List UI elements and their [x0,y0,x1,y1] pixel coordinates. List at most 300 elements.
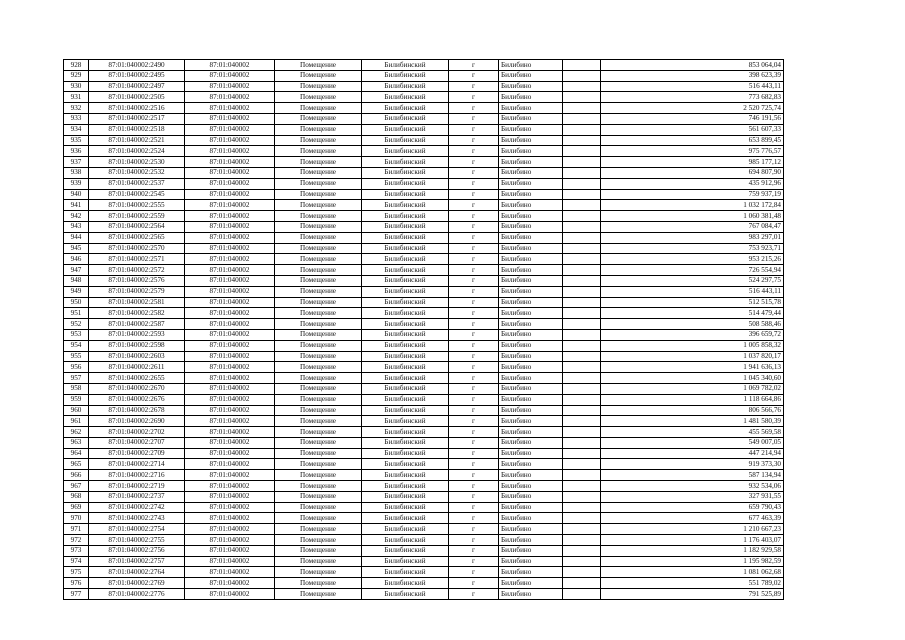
district: Билибинский [362,535,449,546]
table-row [64,286,784,297]
object-type: Помещение [275,470,362,481]
object-type: Помещение [275,178,362,189]
cadastral-quarter: 87:01:040002 [185,470,275,481]
object-type: Помещение [275,92,362,103]
cadastral-number: 87:01:040002:2555 [89,200,185,211]
empty-cell [563,383,601,394]
empty-cell [563,373,601,384]
table-row [64,200,784,211]
table-row [64,189,784,200]
cadastral-number: 87:01:040002:2716 [89,470,185,481]
empty-cell [563,92,601,103]
row-number: 931 [64,92,89,103]
cadastral-quarter: 87:01:040002 [185,265,275,276]
cadastral-quarter: 87:01:040002 [185,513,275,524]
row-number: 953 [64,329,89,340]
row-number: 965 [64,459,89,470]
cadastral-quarter: 87:01:040002 [185,524,275,535]
empty-cell [563,81,601,92]
district: Билибинский [362,254,449,265]
cadastral-number: 87:01:040002:2737 [89,491,185,502]
settlement-name: Билибино [499,157,563,168]
object-type: Помещение [275,124,362,135]
row-number: 937 [64,157,89,168]
cadastral-number: 87:01:040002:2579 [89,286,185,297]
object-type: Помещение [275,157,362,168]
cadastral-value: 455 569,58 [601,427,784,438]
district: Билибинский [362,383,449,394]
object-type: Помещение [275,232,362,243]
cadastral-value: 1 032 172,84 [601,200,784,211]
cadastral-value: 806 566,76 [601,405,784,416]
settlement-name: Билибино [499,470,563,481]
cadastral-value: 1 210 667,23 [601,524,784,535]
cadastral-quarter: 87:01:040002 [185,448,275,459]
object-type: Помещение [275,524,362,535]
cadastral-number: 87:01:040002:2714 [89,459,185,470]
cadastral-number: 87:01:040002:2518 [89,124,185,135]
cadastral-number: 87:01:040002:2593 [89,329,185,340]
table-row [64,70,784,81]
cadastral-quarter: 87:01:040002 [185,383,275,394]
cadastral-value: 853 064,04 [601,60,784,71]
district: Билибинский [362,124,449,135]
empty-cell [563,405,601,416]
settlement-type: г [449,427,499,438]
settlement-type: г [449,60,499,71]
object-type: Помещение [275,448,362,459]
district: Билибинский [362,416,449,427]
cadastral-quarter: 87:01:040002 [185,578,275,589]
settlement-name: Билибино [499,113,563,124]
table-row [64,351,784,362]
cadastral-quarter: 87:01:040002 [185,81,275,92]
object-type: Помещение [275,427,362,438]
cadastral-number: 87:01:040002:2709 [89,448,185,459]
district: Билибинский [362,502,449,513]
row-number: 929 [64,70,89,81]
empty-cell [563,340,601,351]
cadastral-value: 524 297,75 [601,275,784,286]
settlement-type: г [449,232,499,243]
empty-cell [563,254,601,265]
settlement-type: г [449,103,499,114]
settlement-name: Билибино [499,513,563,524]
settlement-name: Билибино [499,81,563,92]
table-row [64,60,784,71]
settlement-name: Билибино [499,427,563,438]
object-type: Помещение [275,319,362,330]
district: Билибинский [362,286,449,297]
settlement-name: Билибино [499,297,563,308]
cadastral-quarter: 87:01:040002 [185,545,275,556]
cadastral-number: 87:01:040002:2497 [89,81,185,92]
cadastral-number: 87:01:040002:2676 [89,394,185,405]
settlement-type: г [449,319,499,330]
empty-cell [563,545,601,556]
cadastral-number: 87:01:040002:2690 [89,416,185,427]
cadastral-quarter: 87:01:040002 [185,567,275,578]
settlement-type: г [449,448,499,459]
settlement-name: Билибино [499,60,563,71]
settlement-name: Билибино [499,437,563,448]
cadastral-quarter: 87:01:040002 [185,427,275,438]
table-row [64,589,784,600]
settlement-type: г [449,124,499,135]
cadastral-value: 435 912,96 [601,178,784,189]
settlement-type: г [449,502,499,513]
cadastral-number: 87:01:040002:2755 [89,535,185,546]
settlement-name: Билибино [499,340,563,351]
row-number: 962 [64,427,89,438]
cadastral-quarter: 87:01:040002 [185,254,275,265]
cadastral-quarter: 87:01:040002 [185,308,275,319]
empty-cell [563,589,601,600]
object-type: Помещение [275,329,362,340]
settlement-name: Билибино [499,567,563,578]
cadastral-value: 396 659,72 [601,329,784,340]
object-type: Помещение [275,146,362,157]
settlement-name: Билибино [499,329,563,340]
cadastral-quarter: 87:01:040002 [185,297,275,308]
object-type: Помещение [275,567,362,578]
table-row [64,427,784,438]
district: Билибинский [362,308,449,319]
settlement-name: Билибино [499,351,563,362]
cadastral-value: 932 534,06 [601,481,784,492]
table-row [64,297,784,308]
district: Билибинский [362,448,449,459]
table-row [64,92,784,103]
settlement-type: г [449,286,499,297]
settlement-type: г [449,578,499,589]
settlement-name: Билибино [499,308,563,319]
table-row [64,535,784,546]
table-row [64,383,784,394]
cadastral-value: 587 134,94 [601,470,784,481]
cadastral-quarter: 87:01:040002 [185,340,275,351]
settlement-name: Билибино [499,70,563,81]
cadastral-quarter: 87:01:040002 [185,178,275,189]
row-number: 939 [64,178,89,189]
table-row [64,448,784,459]
row-number: 936 [64,146,89,157]
row-number: 928 [64,60,89,71]
object-type: Помещение [275,394,362,405]
settlement-type: г [449,81,499,92]
settlement-name: Билибино [499,373,563,384]
cadastral-number: 87:01:040002:2655 [89,373,185,384]
cadastral-value: 2 520 725,74 [601,103,784,114]
district: Билибинский [362,351,449,362]
settlement-type: г [449,243,499,254]
settlement-name: Билибино [499,146,563,157]
object-type: Помещение [275,437,362,448]
table-row [64,254,784,265]
settlement-name: Билибино [499,221,563,232]
settlement-name: Билибино [499,103,563,114]
table-row [64,373,784,384]
settlement-name: Билибино [499,178,563,189]
row-number: 951 [64,308,89,319]
settlement-name: Билибино [499,167,563,178]
object-type: Помещение [275,481,362,492]
table-row [64,211,784,222]
row-number: 957 [64,373,89,384]
empty-cell [563,275,601,286]
settlement-type: г [449,481,499,492]
cadastral-value: 1 037 820,17 [601,351,784,362]
cadastral-number: 87:01:040002:2565 [89,232,185,243]
object-type: Помещение [275,545,362,556]
cadastral-value: 1 182 929,58 [601,545,784,556]
cadastral-value: 561 607,33 [601,124,784,135]
empty-cell [563,157,601,168]
district: Билибинский [362,103,449,114]
settlement-type: г [449,146,499,157]
cadastral-quarter: 87:01:040002 [185,60,275,71]
empty-cell [563,70,601,81]
row-number: 941 [64,200,89,211]
settlement-name: Билибино [499,211,563,222]
district: Билибинский [362,211,449,222]
row-number: 956 [64,362,89,373]
cadastral-quarter: 87:01:040002 [185,211,275,222]
cadastral-number: 87:01:040002:2754 [89,524,185,535]
settlement-type: г [449,589,499,600]
object-type: Помещение [275,135,362,146]
settlement-type: г [449,135,499,146]
cadastral-number: 87:01:040002:2719 [89,481,185,492]
empty-cell [563,578,601,589]
table-row [64,362,784,373]
empty-cell [563,189,601,200]
row-number: 963 [64,437,89,448]
table-row [64,394,784,405]
cadastral-number: 87:01:040002:2581 [89,297,185,308]
cadastral-value: 753 923,71 [601,243,784,254]
settlement-type: г [449,297,499,308]
settlement-type: г [449,113,499,124]
district: Билибинский [362,362,449,373]
row-number: 969 [64,502,89,513]
district: Билибинский [362,178,449,189]
cadastral-quarter: 87:01:040002 [185,124,275,135]
settlement-type: г [449,308,499,319]
object-type: Помещение [275,297,362,308]
settlement-type: г [449,189,499,200]
district: Билибинский [362,70,449,81]
district: Билибинский [362,405,449,416]
table-row [64,340,784,351]
settlement-name: Билибино [499,459,563,470]
settlement-type: г [449,254,499,265]
empty-cell [563,286,601,297]
empty-cell [563,167,601,178]
settlement-type: г [449,405,499,416]
cadastral-value: 726 554,94 [601,265,784,276]
cadastral-number: 87:01:040002:2611 [89,362,185,373]
empty-cell [563,135,601,146]
district: Билибинский [362,437,449,448]
district: Билибинский [362,81,449,92]
row-number: 960 [64,405,89,416]
object-type: Помещение [275,308,362,319]
cadastral-quarter: 87:01:040002 [185,437,275,448]
table-row [64,578,784,589]
cadastral-number: 87:01:040002:2572 [89,265,185,276]
district: Билибинский [362,157,449,168]
row-number: 945 [64,243,89,254]
cadastral-value: 983 297,01 [601,232,784,243]
cadastral-quarter: 87:01:040002 [185,319,275,330]
row-number: 944 [64,232,89,243]
settlement-type: г [449,92,499,103]
table-row [64,221,784,232]
object-type: Помещение [275,491,362,502]
row-number: 961 [64,416,89,427]
cadastral-number: 87:01:040002:2564 [89,221,185,232]
cadastral-number: 87:01:040002:2537 [89,178,185,189]
cadastral-value: 1 118 664,86 [601,394,784,405]
cadastral-number: 87:01:040002:2757 [89,556,185,567]
settlement-type: г [449,524,499,535]
settlement-name: Билибино [499,556,563,567]
row-number: 949 [64,286,89,297]
row-number: 967 [64,481,89,492]
cadastral-value: 549 007,05 [601,437,784,448]
object-type: Помещение [275,513,362,524]
district: Билибинский [362,265,449,276]
table-row [64,524,784,535]
row-number: 958 [64,383,89,394]
settlement-type: г [449,200,499,211]
cadastral-number: 87:01:040002:2743 [89,513,185,524]
empty-cell [563,113,601,124]
settlement-name: Билибино [499,405,563,416]
table-row [64,470,784,481]
settlement-type: г [449,265,499,276]
settlement-name: Билибино [499,524,563,535]
settlement-name: Билибино [499,481,563,492]
object-type: Помещение [275,373,362,384]
district: Билибинский [362,200,449,211]
table-row [64,275,784,286]
district: Билибинский [362,578,449,589]
settlement-type: г [449,535,499,546]
table-row [64,135,784,146]
cadastral-number: 87:01:040002:2545 [89,189,185,200]
row-number: 964 [64,448,89,459]
empty-cell [563,103,601,114]
cadastral-quarter: 87:01:040002 [185,275,275,286]
table-row [64,416,784,427]
table-row [64,308,784,319]
table-row [64,81,784,92]
cadastral-value: 516 443,11 [601,81,784,92]
settlement-type: г [449,567,499,578]
cadastral-quarter: 87:01:040002 [185,459,275,470]
cadastral-value: 1 069 782,02 [601,383,784,394]
empty-cell [563,200,601,211]
district: Билибинский [362,92,449,103]
settlement-name: Билибино [499,416,563,427]
settlement-name: Билибино [499,232,563,243]
row-number: 959 [64,394,89,405]
row-number: 971 [64,524,89,535]
object-type: Помещение [275,60,362,71]
table-row [64,556,784,567]
empty-cell [563,437,601,448]
settlement-type: г [449,556,499,567]
cadastral-value: 508 588,46 [601,319,784,330]
object-type: Помещение [275,70,362,81]
row-number: 943 [64,221,89,232]
row-number: 968 [64,491,89,502]
row-number: 946 [64,254,89,265]
object-type: Помещение [275,286,362,297]
settlement-name: Билибино [499,394,563,405]
district: Билибинский [362,113,449,124]
cadastral-value: 975 776,57 [601,146,784,157]
object-type: Помещение [275,200,362,211]
cadastral-number: 87:01:040002:2776 [89,589,185,600]
row-number: 934 [64,124,89,135]
table-row [64,481,784,492]
cadastral-number: 87:01:040002:2516 [89,103,185,114]
empty-cell [563,470,601,481]
cadastral-number: 87:01:040002:2517 [89,113,185,124]
cadastral-number: 87:01:040002:2576 [89,275,185,286]
row-number: 947 [64,265,89,276]
cadastral-value: 653 899,45 [601,135,784,146]
settlement-type: г [449,459,499,470]
table-row [64,319,784,330]
row-number: 955 [64,351,89,362]
settlement-name: Билибино [499,254,563,265]
row-number: 972 [64,535,89,546]
table-row [64,513,784,524]
row-number: 933 [64,113,89,124]
object-type: Помещение [275,265,362,276]
empty-cell [563,297,601,308]
settlement-name: Билибино [499,491,563,502]
settlement-type: г [449,383,499,394]
object-type: Помещение [275,254,362,265]
cadastral-value: 1 941 636,13 [601,362,784,373]
cadastral-quarter: 87:01:040002 [185,189,275,200]
empty-cell [563,567,601,578]
district: Билибинский [362,243,449,254]
settlement-type: г [449,340,499,351]
settlement-type: г [449,70,499,81]
settlement-name: Билибино [499,362,563,373]
cadastral-value: 551 789,02 [601,578,784,589]
table-row [64,146,784,157]
empty-cell [563,362,601,373]
cadastral-value: 1 081 062,68 [601,567,784,578]
cadastral-quarter: 87:01:040002 [185,589,275,600]
object-type: Помещение [275,556,362,567]
cadastral-number: 87:01:040002:2587 [89,319,185,330]
settlement-type: г [449,437,499,448]
cadastral-quarter: 87:01:040002 [185,70,275,81]
empty-cell [563,351,601,362]
settlement-type: г [449,157,499,168]
table-row [64,502,784,513]
cadastral-number: 87:01:040002:2559 [89,211,185,222]
cadastral-quarter: 87:01:040002 [185,167,275,178]
